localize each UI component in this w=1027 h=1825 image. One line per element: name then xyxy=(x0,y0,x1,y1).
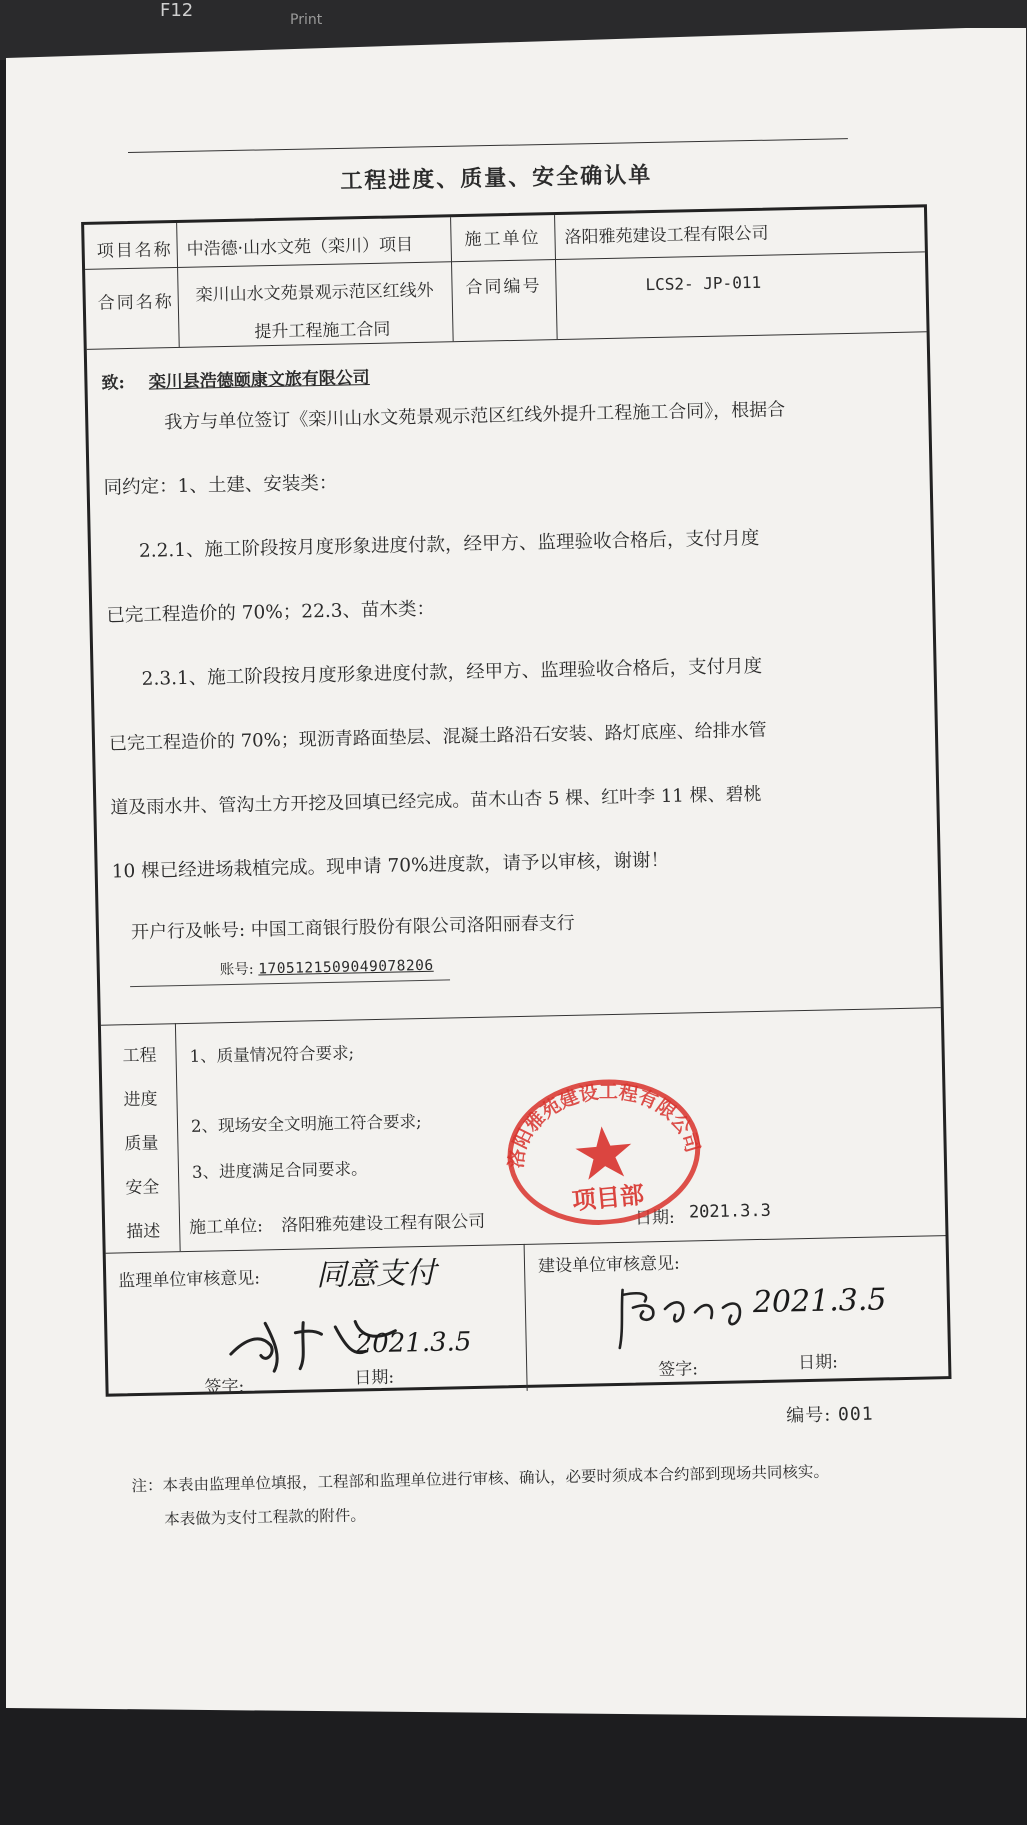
body-line: 10 棵已经进场栽植完成。现申请 70%进度款，请予以审核，谢谢！ xyxy=(111,849,670,883)
serial-value: 001 xyxy=(837,1403,874,1426)
body-line: 2.3.1、施工阶段按月度形象进度付款，经甲方、监理验收合格后，支付月度 xyxy=(141,655,763,690)
bank-label: 开户行及帐号: xyxy=(130,919,246,944)
form-table xyxy=(81,204,951,1396)
grid-line xyxy=(87,331,927,350)
to-name: 栾川县浩德颐康文旅有限公司 xyxy=(148,367,370,393)
owner-signature xyxy=(614,1277,755,1350)
grid-line xyxy=(101,1007,941,1026)
account-label: 账号: xyxy=(219,961,254,979)
supervisor-opinion-handwritten: 同意支付 xyxy=(315,1255,437,1294)
company-stamp xyxy=(497,1065,710,1233)
owner-date-label: 日期: xyxy=(797,1352,839,1374)
stamp-dept-text: 项目部 xyxy=(570,1180,646,1216)
owner-label: 建设单位审核意见: xyxy=(537,1253,680,1277)
supervisor-label: 监理单位审核意见: xyxy=(118,1268,261,1292)
body-line: 同约定：1、土建、安装类： xyxy=(103,472,338,499)
confirmation-form xyxy=(80,152,956,1529)
contract-name-label: 合同名称 xyxy=(97,292,174,314)
account-rule xyxy=(130,979,450,987)
project-name: 中浩德·山水文苑（栾川）项目 xyxy=(186,235,414,260)
progress-item: 3、进度满足合同要求。 xyxy=(191,1159,368,1182)
supervisor-handwritten-date: 2021.3.5 xyxy=(355,1327,472,1360)
owner-sign-label: 签字: xyxy=(658,1359,699,1381)
grid-line xyxy=(450,217,454,341)
supervisor-date-label: 日期: xyxy=(354,1367,395,1389)
serial-label: 编号: xyxy=(786,1404,832,1427)
grid-line xyxy=(175,1023,181,1251)
body-line: 已完工程造价的 70%；22.3、苗木类： xyxy=(106,598,436,627)
to-label: 致: xyxy=(101,373,125,394)
contractor-label: 施工单位 xyxy=(464,228,541,250)
f12-key: F12 xyxy=(160,0,194,21)
project-name-label: 项目名称 xyxy=(96,240,173,262)
section-label-char: 安全 xyxy=(125,1177,160,1199)
contractor-name: 洛阳雅苑建设工程有限公司 xyxy=(564,223,769,248)
contractor-sign-label: 施工单位: xyxy=(188,1216,264,1238)
serial-number xyxy=(786,1400,874,1428)
contract-no-label: 合同编号 xyxy=(465,276,542,298)
safety-item: 2、现场安全文明施工符合要求; xyxy=(190,1112,422,1136)
body-line: 已完工程造价的 70%；现沥青路面垫层、混凝土路沿石安装、路灯底座、给排水管 xyxy=(108,719,767,755)
section-label-char: 描述 xyxy=(126,1221,161,1243)
section-label-char: 进度 xyxy=(123,1089,158,1111)
progress-section-label xyxy=(121,1034,162,1255)
contract-name-line2: 提升工程施工合同 xyxy=(254,319,391,343)
body-line: 我方与单位签订《栾川山水文苑景观示范区红线外提升工程施工合同》，根据合 xyxy=(164,399,786,434)
section-label-char: 质量 xyxy=(124,1133,159,1155)
footnote-line1: 注：本表由监理单位填报，工程部和监理单位进行审核、确认，必要时须成本合约部到现场共同核实。 xyxy=(131,1462,830,1496)
grid-line xyxy=(176,223,180,347)
request-body xyxy=(102,376,928,905)
section-label-char: 工程 xyxy=(122,1045,157,1067)
print-key: Print xyxy=(290,12,323,28)
stamp-company-text: 洛阳雅苑建设工程有限公司 xyxy=(505,1081,704,1170)
contract-no: LCS2- JP-011 xyxy=(645,272,762,295)
contractor-sign-name: 洛阳雅苑建设工程有限公司 xyxy=(280,1211,486,1237)
form-title: 工程进度、质量、安全确认单 xyxy=(340,162,653,195)
grid-line xyxy=(524,1244,528,1391)
owner-handwritten-date: 2021.3.5 xyxy=(752,1282,887,1321)
supervisor-sign-label: 签字: xyxy=(204,1376,245,1398)
body-line: 2.2.1、施工阶段按月度形象进度付款，经甲方、监理验收合格后，支付月度 xyxy=(138,527,760,562)
grid-line xyxy=(554,215,558,339)
quality-item: 1、质量情况符合要求; xyxy=(189,1043,355,1066)
contract-name-line1: 栾川山水文苑景观示范区红线外 xyxy=(195,280,434,306)
contractor-date: 2021.3.3 xyxy=(688,1200,772,1223)
account-info xyxy=(220,954,434,979)
contractor-date-label: 日期: xyxy=(634,1207,676,1229)
grid-line xyxy=(106,1235,946,1254)
footnote-line2: 本表做为支付工程款的附件。 xyxy=(164,1506,366,1529)
account-number: 1705121509049078206 xyxy=(258,957,434,978)
bank-info xyxy=(131,909,575,944)
body-line: 道及雨水井、管沟土方开挖及回填已经完成。苗木山杏 5 棵、红叶李 11 棵、碧桃 xyxy=(110,783,762,819)
bank-name: 中国工商银行股份有限公司洛阳丽春支行 xyxy=(250,912,575,941)
